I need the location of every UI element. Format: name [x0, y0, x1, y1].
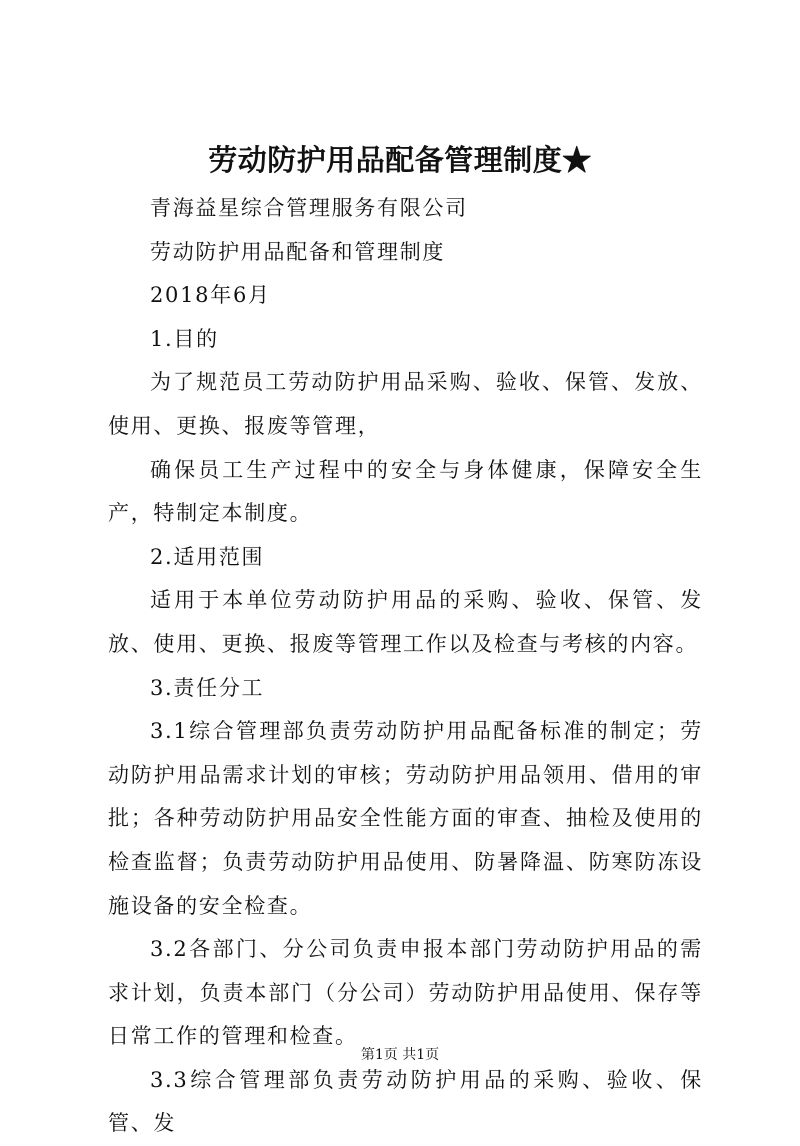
paragraph-scope: 适用于本单位劳动防护用品的采购、验收、保管、发放、使用、更换、报废等管理工作以及检查与考核的内容。	[108, 588, 703, 656]
page-footer: 第1页 共1页	[360, 1047, 440, 1063]
document-date: 2018年6月	[150, 283, 271, 308]
page-title: 劳动防护用品配备管理制度★	[208, 143, 592, 177]
paragraph-responsibility-3-3: 3.3综合管理部负责劳动防护用品的采购、验收、保管、发	[108, 1067, 703, 1136]
paragraph-responsibility-3-2: 3.2各部门、分公司负责申报本部门劳动防护用品的需求计划，负责本部门（分公司）劳动防护用品使用、保存等日常工作的管理和检查。	[108, 937, 703, 1049]
section-heading-responsibilities: 3.责任分工	[150, 675, 265, 700]
document-subtitle: 劳动防护用品配备和管理制度	[150, 239, 446, 264]
paragraph-purpose-1: 为了规范员工劳动防护用品采购、验收、保管、发放、使用、更换、报废等管理，	[108, 370, 703, 438]
paragraph-responsibility-3-1: 3.1综合管理部负责劳动防护用品配备标准的制定；劳动防护用品需求计划的审核；劳动防护用品领用、借用的审批；各种劳动防护用品安全性能方面的审查、抽检及使用的检查监督；负责劳动防护用品使用、防暑降温、防寒防冻设施设备的安全检查。	[108, 719, 703, 918]
section-heading-scope: 2.适用范围	[150, 544, 265, 569]
section-heading-purpose: 1.目的	[150, 326, 219, 351]
paragraph-purpose-2: 确保员工生产过程中的安全与身体健康，保障安全生产，特制定本制度。	[108, 457, 703, 526]
document-body	[108, 187, 703, 1146]
company-name: 青海益星综合管理服务有限公司	[150, 196, 468, 220]
